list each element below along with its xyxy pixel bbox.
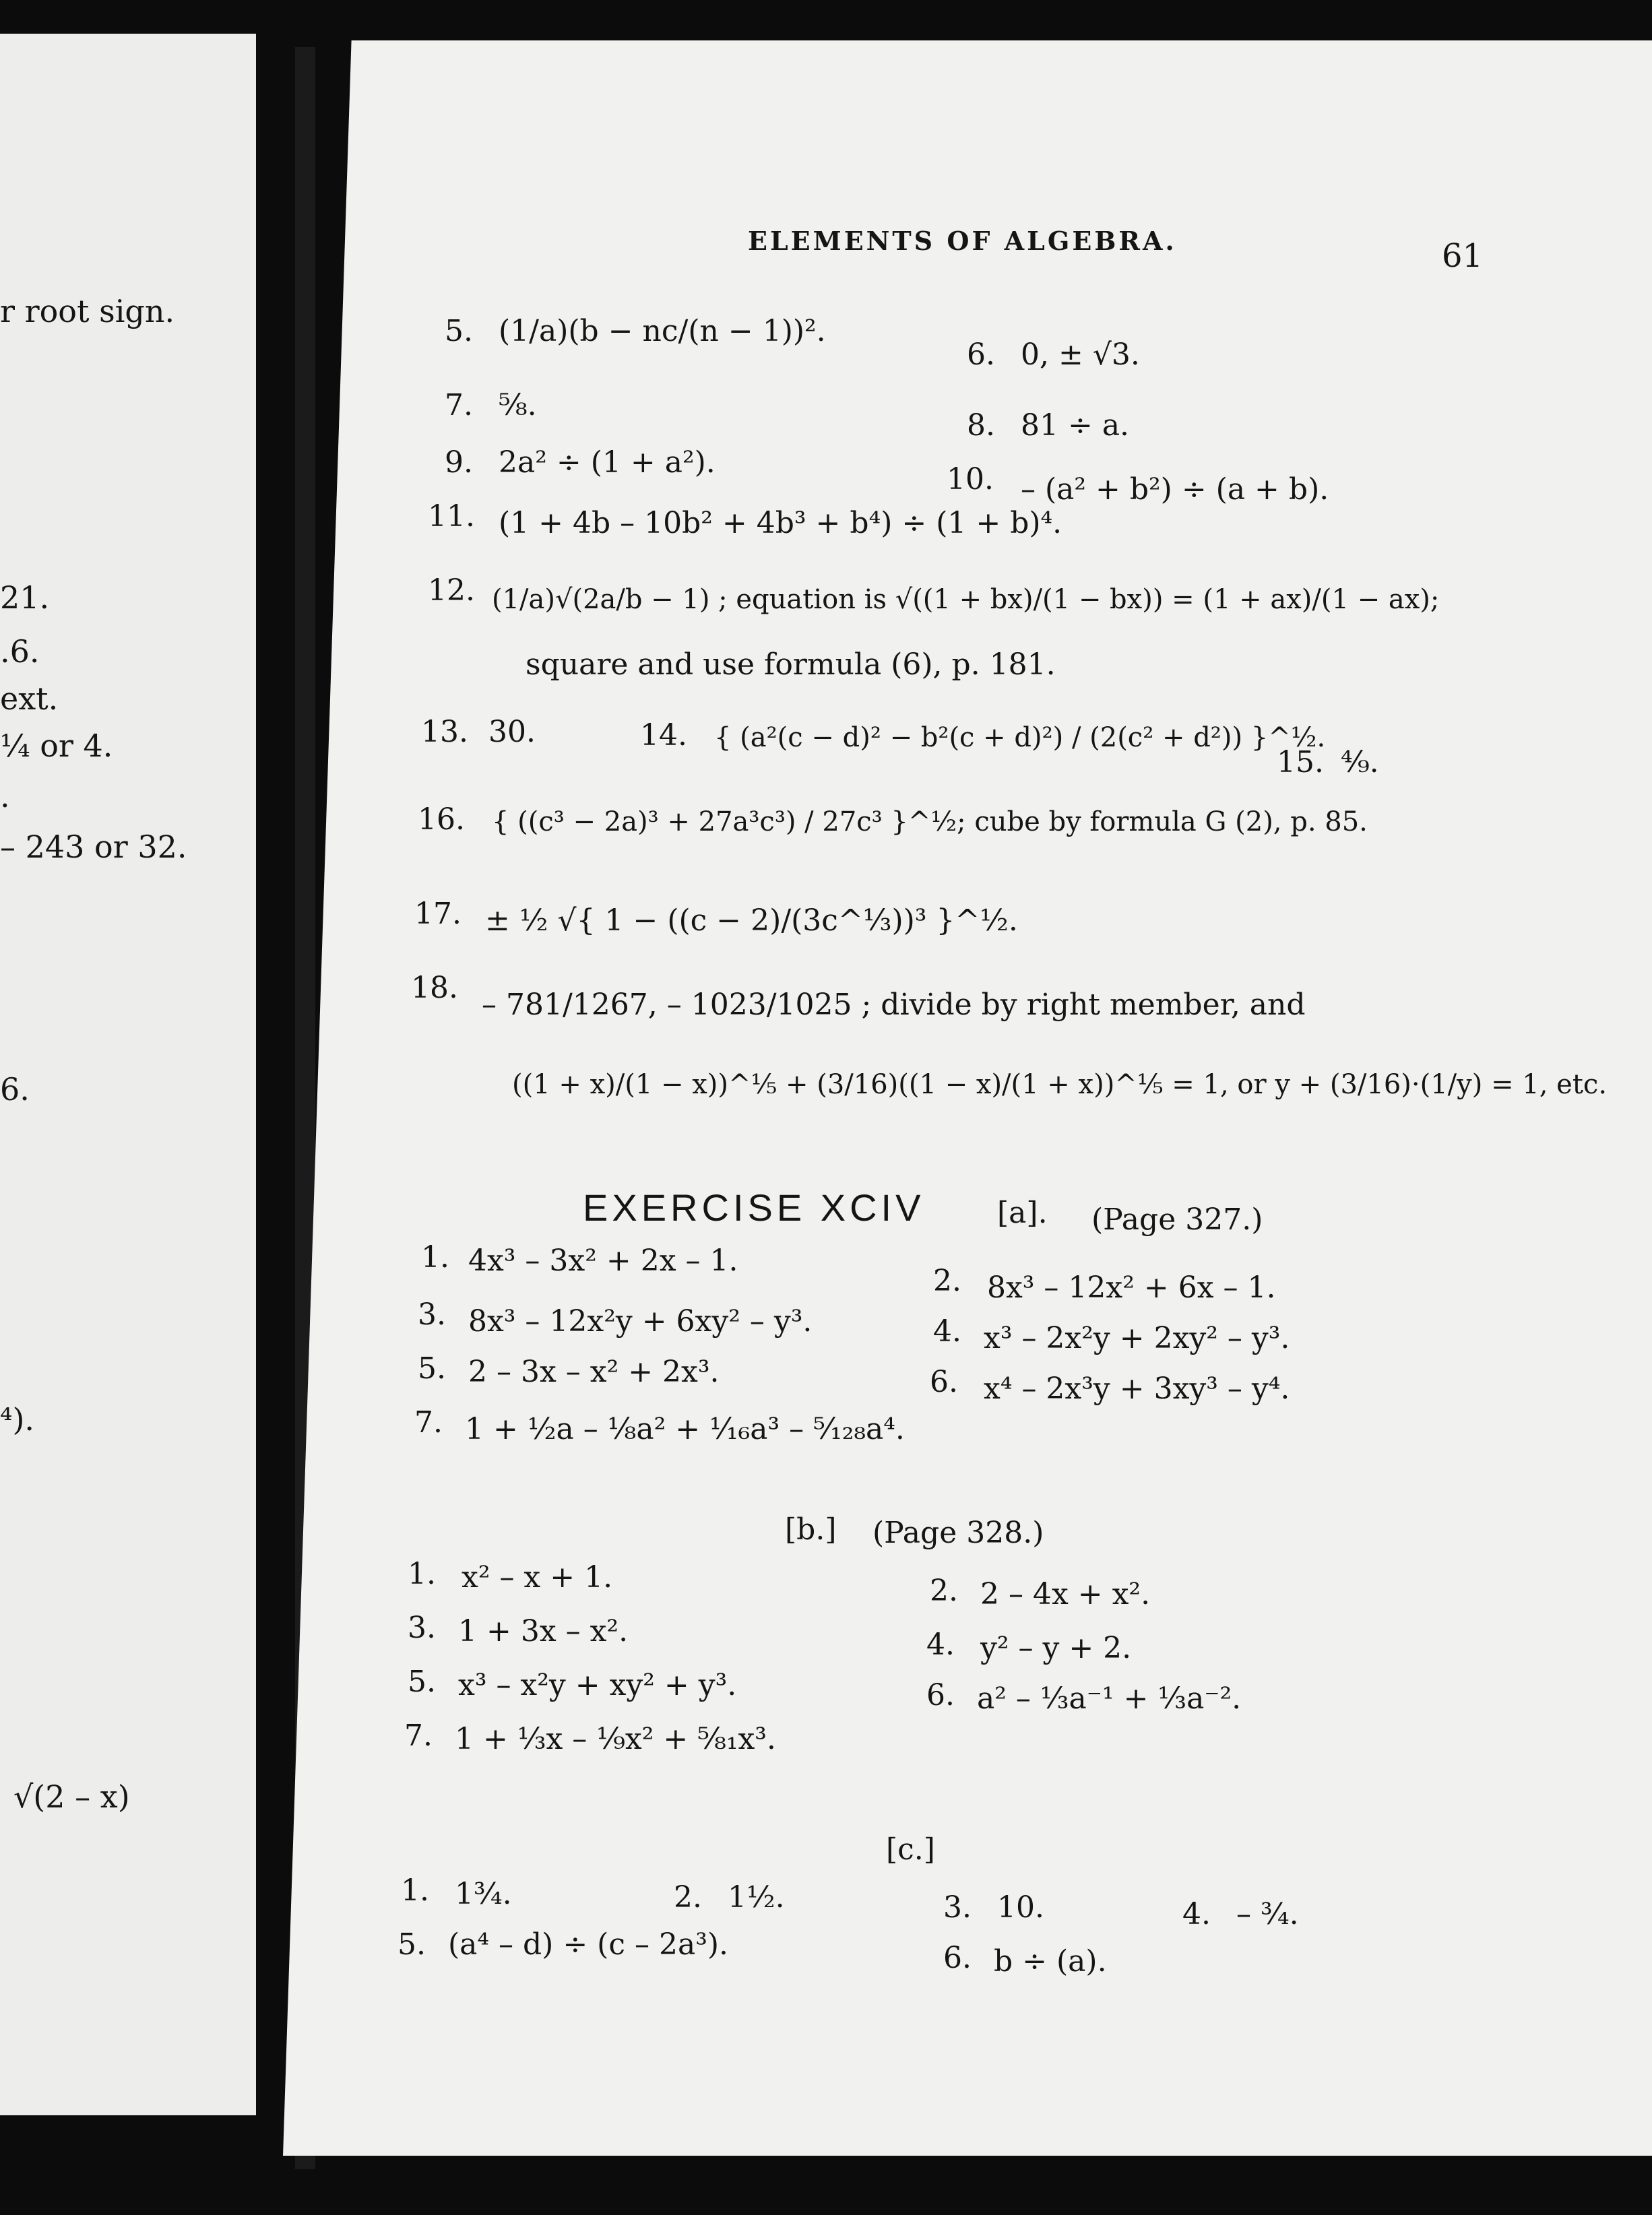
exercise-num: 3. [943, 1890, 972, 1925]
exercise-expr: 1 + ⅓x – ⅑x² + ⁵⁄₈₁x³. [455, 1722, 776, 1756]
exercise-num: 4. [1182, 1897, 1211, 1931]
exercise-num: 3. [408, 1611, 436, 1645]
exercise-expr: 1 + 3x – x². [458, 1614, 629, 1648]
answer-expr: { ((c³ − 2a)³ + 27a³c³) / 27c³ }^½; cube by formula G (2), p. 85. [492, 806, 1368, 837]
left-fragment: ¼ or 4. [0, 728, 113, 764]
exercise-expr: 8x³ – 12x²y + 6xy² – y³. [468, 1304, 813, 1339]
exercise-title: EXERCISE XCIV [583, 1186, 925, 1229]
answer-expr: ± ½ √{ 1 − ((c − 2)/(3c^⅓))³ }^½. [485, 903, 1018, 938]
answer-num: 11. [428, 499, 475, 534]
answer-num: 14. [640, 718, 687, 752]
exercise-page-ref: (Page 327.) [1091, 1202, 1263, 1237]
answer-num: 10. [947, 462, 994, 496]
answer-expr: ⅝. [499, 388, 537, 422]
exercise-expr: b ÷ (a). [994, 1944, 1107, 1979]
answer-expr: ⁴⁄₉. [1341, 745, 1379, 779]
exercise-expr: x³ – x²y + xy² + y³. [458, 1668, 737, 1702]
answer-expr: – 781/1267, – 1023/1025 ; divide by right member, and [482, 988, 1306, 1022]
answer-num: 16. [418, 802, 465, 837]
left-fragment: 21. [0, 579, 50, 616]
exercise-expr: a² – ⅓a⁻¹ + ⅓a⁻². [977, 1681, 1242, 1716]
answer-expr: – (a² + b²) ÷ (a + b). [1021, 472, 1329, 507]
exercise-expr: x² – x + 1. [462, 1560, 613, 1595]
page-number: 61 [1442, 237, 1484, 275]
left-fragment: √(2 – x) [13, 1778, 130, 1815]
answer-expr: (1/a)√(2a/b − 1) ; equation is √((1 + bx)/(1 − bx)) = (1 + ax)/(1 − ax); [492, 584, 1440, 615]
left-page [0, 34, 256, 2115]
answer-expr: 30. [488, 715, 536, 749]
exercise-num: 2. [930, 1574, 958, 1608]
answer-expr: 0, ± √3. [1021, 338, 1140, 372]
left-fragment: .6. [0, 633, 40, 670]
left-fragment: ⁴). [0, 1401, 35, 1438]
answer-expr: square and use formula (6), p. 181. [526, 647, 1056, 682]
exercise-expr: 2 – 3x – x² + 2x³. [468, 1355, 720, 1389]
left-fragment: 6. [0, 1071, 30, 1108]
exercise-expr: x³ – 2x²y + 2xy² – y³. [984, 1321, 1290, 1355]
exercise-expr: – ¾. [1236, 1897, 1299, 1931]
exercise-expr: 8x³ – 12x² + 6x – 1. [987, 1271, 1276, 1305]
exercise-num: 6. [926, 1678, 955, 1712]
exercise-expr: y² – y + 2. [980, 1631, 1132, 1665]
exercise-expr: 2 – 4x + x². [980, 1577, 1151, 1611]
exercise-num: 6. [943, 1941, 972, 1975]
answer-expr: (1 + 4b – 10b² + 4b³ + b⁴) ÷ (1 + b)⁴. [499, 506, 1062, 540]
exercise-num: 7. [404, 1719, 433, 1753]
exercise-num: 5. [418, 1351, 446, 1386]
part-b-page-ref: (Page 328.) [872, 1516, 1044, 1550]
answer-num: 18. [411, 971, 458, 1005]
exercise-expr: (a⁴ – d) ÷ (c – 2a³). [448, 1927, 728, 1962]
answer-num: 7. [445, 388, 473, 422]
left-fragment: r root sign. [0, 293, 175, 329]
exercise-num: 5. [398, 1927, 426, 1962]
exercise-num: 1. [421, 1240, 449, 1275]
exercise-num: 2. [674, 1880, 702, 1915]
exercise-expr: x⁴ – 2x³y + 3xy³ – y⁴. [984, 1372, 1290, 1406]
exercise-expr: 4x³ – 3x² + 2x – 1. [468, 1244, 738, 1278]
exercise-num: 4. [926, 1628, 955, 1662]
answer-num: 5. [445, 314, 473, 348]
answer-num: 9. [445, 445, 473, 480]
part-c-label: [c.] [886, 1832, 935, 1867]
running-header: ELEMENTS OF ALGEBRA. [748, 226, 1177, 256]
part-b-label: [b.] [785, 1512, 837, 1547]
left-fragment: . [0, 778, 10, 814]
exercise-num: 1. [408, 1557, 436, 1591]
exercise-num: 6. [930, 1365, 958, 1399]
exercise-expr: 1 + ½a – ⅛a² + ¹⁄₁₆a³ – ⁵⁄₁₂₈a⁴. [465, 1412, 905, 1446]
answer-num: 6. [967, 338, 995, 372]
exercise-expr: 10. [997, 1890, 1044, 1925]
exercise-num: 1. [401, 1873, 429, 1908]
left-fragment: – 243 or 32. [0, 829, 187, 865]
exercise-num: 7. [414, 1405, 443, 1440]
answer-num: 8. [967, 408, 995, 443]
answer-num: 17. [414, 897, 462, 931]
exercise-num: 2. [933, 1264, 961, 1298]
answer-expr: { (a²(c − d)² − b²(c + d)²) / (2(c² + d²)) }^½. [714, 722, 1326, 753]
exercise-part: [a]. [997, 1196, 1048, 1230]
answer-expr: 81 ÷ a. [1021, 408, 1130, 443]
exercise-num: 5. [408, 1665, 436, 1699]
answer-num: 13. [421, 715, 468, 749]
exercise-expr: 1½. [728, 1880, 785, 1915]
exercise-num: 4. [933, 1314, 961, 1349]
answer-num: 15. [1277, 745, 1324, 779]
answer-num: 12. [428, 573, 475, 608]
answer-expr: (1/a)(b − nc/(n − 1))². [499, 314, 826, 348]
exercise-num: 3. [418, 1297, 446, 1332]
exercise-expr: 1¾. [455, 1877, 512, 1911]
answer-expr: ((1 + x)/(1 − x))^⅕ + (3/16)((1 − x)/(1 + x))^⅕ = 1, or y + (3/16)·(1/y) = 1, etc. [512, 1069, 1608, 1100]
answer-expr: 2a² ÷ (1 + a²). [499, 445, 716, 480]
left-fragment: ext. [0, 680, 59, 717]
